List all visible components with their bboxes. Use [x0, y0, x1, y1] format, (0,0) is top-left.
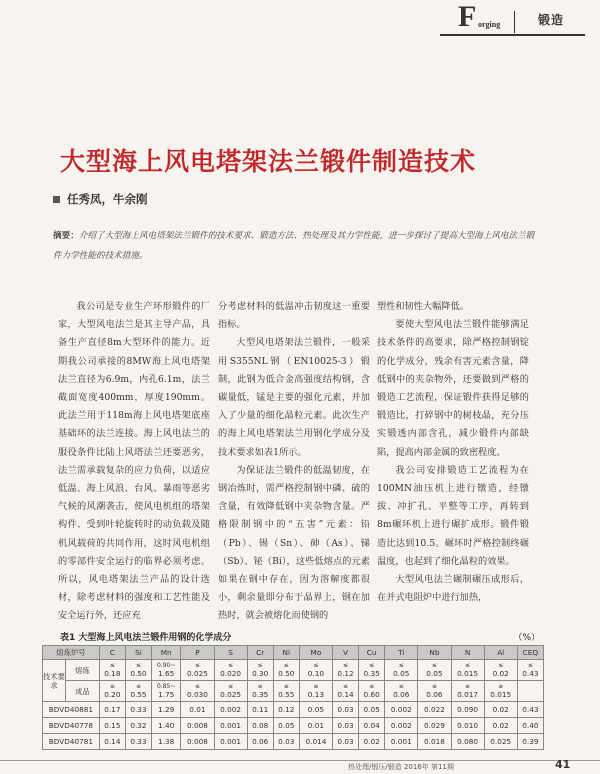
- limit-value: 1.65: [158, 669, 175, 678]
- table-cell: [273, 660, 299, 681]
- limit-symbol: ≤: [498, 662, 504, 669]
- limit-value: 0.55: [130, 690, 147, 699]
- table-cell: [247, 681, 273, 702]
- limit-value: 0.025: [220, 690, 242, 699]
- table-cell: 0.02: [484, 718, 517, 734]
- table-cell: 0.01: [181, 702, 214, 718]
- paragraph: 我公司安排锻造工艺流程为在100MN油压机上进行镦造，经镦拔、冲扩孔、平整等工序，再转到8m碾环机上进行碾扩成形。锻件锻造比达到10.5。碾环时严格控制终碾温度，也起到了细化晶粒的效果。: [377, 464, 529, 567]
- table-cell: [273, 681, 299, 702]
- heat-number-cell: BDVD40781: [43, 734, 100, 750]
- limit-symbol: 0.85~: [156, 683, 176, 690]
- table-cell: [125, 660, 151, 681]
- table-header-cell: Cr: [247, 646, 273, 660]
- paragraph: 分考虑材料的低温冲击韧度这一重要指标。: [218, 301, 370, 331]
- table-cell: 0.022: [418, 702, 451, 718]
- limit-value: 0.14: [337, 690, 354, 699]
- limit-symbol: ≤: [343, 662, 349, 669]
- table-header-cell: Cu: [359, 646, 385, 660]
- limit-symbol: ≤: [194, 662, 200, 669]
- limit-value: 0.015: [457, 669, 479, 678]
- tech-requirement-label: 技术要求: [43, 660, 66, 702]
- table-cell: 0.025: [484, 734, 517, 750]
- table-cell: [359, 681, 385, 702]
- table-cell: 0.03: [333, 718, 359, 734]
- limit-symbol: 0.90~: [156, 662, 176, 669]
- table-cell: 0.33: [125, 734, 151, 750]
- table-cell: 0.17: [99, 702, 125, 718]
- paragraph: 要使大型风电法兰锻件能够满足技术条件的高要求，除严格控制钢锭的化学成分，残余有害元素含量，降低钢中的夹杂物外，还要做到严格的锻造工艺流程，保证锻件获得足够的锻造比，打碎钢中的树枝晶，充分压实锻透内部含孔，减少锻件内部缺陷，提高内部金属的致密程度。: [377, 319, 529, 458]
- table-cell: 0.02: [484, 702, 517, 718]
- table-cell: [181, 660, 214, 681]
- paragraph: 大型风电塔架法兰锻件，一般采用S355NL钢（EN10025-3）锻制，此钢为低合金高强度结构钢，含碳量低，锰是主要的强化元素，并加入了少量的细化晶粒元素。此次生产的海上风电塔架法兰用钢化学成分及技术要求如表1所示。: [218, 337, 370, 458]
- limit-value: 0.13: [307, 690, 325, 699]
- limit-symbol: ≤: [369, 662, 375, 669]
- table-row: [43, 681, 544, 702]
- section-label: 锻造: [538, 13, 565, 27]
- footer-rule: [0, 760, 600, 761]
- table-cell: 0.002: [385, 718, 418, 734]
- table-cell: 0.010: [451, 718, 484, 734]
- limit-value: 0.20: [104, 690, 121, 699]
- limit-symbol: ≥: [498, 683, 504, 690]
- table-row: [43, 718, 544, 734]
- table-cell: 0.39: [517, 734, 543, 750]
- table-cell: [451, 681, 484, 702]
- table-cell: [418, 681, 451, 702]
- limit-value: 0.06: [393, 690, 410, 699]
- table-cell: 0.32: [125, 718, 151, 734]
- limit-value: 1.75: [158, 690, 175, 699]
- limit-symbol: ≤: [527, 662, 533, 669]
- limit-symbol: ≤: [257, 683, 263, 690]
- table-row: [43, 702, 544, 718]
- journal-logo: [458, 0, 540, 33]
- table-cell: [152, 660, 181, 681]
- logo-letter: F: [458, 0, 477, 33]
- abstract: [53, 226, 540, 266]
- article-title: 大型海上风电塔架法兰锻件制造技术: [60, 147, 477, 176]
- table-header-cell: C: [99, 646, 125, 660]
- table-header-cell: 熔炼炉号: [43, 646, 100, 660]
- limit-symbol: ≤: [109, 683, 115, 690]
- limit-symbol: ≤: [465, 683, 471, 690]
- table-header-cell: P: [181, 646, 214, 660]
- table-cell: 1.40: [152, 718, 181, 734]
- table-cell: 0.43: [517, 702, 543, 718]
- melt-label: 熔炼: [66, 660, 100, 681]
- table-cell: 0.06: [247, 734, 273, 750]
- limit-symbol: ≤: [228, 683, 234, 690]
- limit-symbol: ≤: [194, 683, 200, 690]
- product-label: 成品: [66, 681, 100, 702]
- body-column-1: [58, 298, 210, 626]
- table-header-cell: Si: [125, 646, 151, 660]
- table-cell: 1.29: [152, 702, 181, 718]
- limit-value: 0.35: [252, 690, 269, 699]
- limit-symbol: ≤: [465, 662, 471, 669]
- limit-value: 0.50: [278, 669, 295, 678]
- table-cell: [359, 660, 385, 681]
- limit-value: 0.05: [426, 669, 443, 678]
- table-cell: 0.001: [385, 734, 418, 750]
- footer-text: 热处理/锻压/锻造 2016年 第11期: [348, 763, 454, 771]
- table-cell: 0.001: [214, 734, 247, 750]
- limit-value: 0.025: [186, 669, 208, 678]
- table-cell: [385, 660, 418, 681]
- table-cell: 0.12: [273, 702, 299, 718]
- table-cell: 0.40: [517, 718, 543, 734]
- table-cell: 0.01: [299, 718, 332, 734]
- table-cell: [385, 681, 418, 702]
- table-cell: 0.080: [451, 734, 484, 750]
- authors: 任秀凤，牛余刚: [67, 192, 148, 206]
- limit-value: 0.020: [220, 669, 242, 678]
- table-cell: [451, 660, 484, 681]
- table-cell: 0.090: [451, 702, 484, 718]
- table-cell: [299, 660, 332, 681]
- abstract-label: 摘要：: [53, 231, 79, 241]
- limit-symbol: ≤: [135, 683, 141, 690]
- table-cell: 0.014: [299, 734, 332, 750]
- limit-value: 0.60: [363, 690, 380, 699]
- limit-value: 0.06: [426, 690, 443, 699]
- table-cell: 0.002: [214, 702, 247, 718]
- limit-value: 0.02: [492, 669, 509, 678]
- limit-symbol: ≤: [398, 683, 404, 690]
- table-cell: 0.018: [418, 734, 451, 750]
- table-cell: [299, 681, 332, 702]
- table-caption: [60, 630, 540, 643]
- page-number: 41: [555, 758, 571, 771]
- body-column-3: [377, 298, 529, 607]
- table-cell: 0.14: [99, 734, 125, 750]
- table-cell: [333, 660, 359, 681]
- limit-symbol: ≤: [228, 662, 234, 669]
- limit-value: 0.10: [307, 669, 325, 678]
- table-cell: 0.08: [247, 718, 273, 734]
- table-cell: [484, 660, 517, 681]
- table-cell: 0.002: [385, 702, 418, 718]
- table-cell: 1.38: [152, 734, 181, 750]
- logo-divider: [514, 11, 515, 33]
- table-cell: 0.04: [359, 718, 385, 734]
- table-cell: 0.02: [359, 734, 385, 750]
- table-cell: 0.029: [418, 718, 451, 734]
- limit-value: 0.50: [130, 669, 147, 678]
- table-unit: （%）: [513, 633, 540, 643]
- table-cell: [517, 681, 543, 702]
- abstract-text: 介绍了大型海上风电塔架法兰锻件的技术要求、锻造方法、热处理及其力学性能，进一步探讨了提高大型海上风电法兰锻件力学性能的技术措施。: [53, 231, 535, 261]
- limit-value: 0.015: [490, 690, 512, 699]
- limit-symbol: ≤: [283, 683, 289, 690]
- paragraph: 我公司是专业生产环形锻件的厂家，大型风电法兰是其主导产品，具备生产直径8m大型环件的能力。近期我公司承接的8MW海上风电塔架法兰直径为6.9m，内孔6.1m，法兰截面宽度400mm，厚度190mm。此法兰用于118m海上风电塔架底座基础环的法兰连接。海上风电法兰的服役条件比陆上风塔法兰还要恶劣，法兰需承载复杂的应力负荷，以适应低温、海上风浪、台风、暴雨等恶劣气候的风潮袭击，使风电机组的塔架构件、受到叶轮旋转时的动负载及随机风载荷的共同作用，这时风电机组的零部件安全运行的临界必须考虑。所以，风电塔架法兰产品的设计选材，除考虑材料的强度和工艺性能及安全运行外，还应充: [58, 301, 210, 622]
- limit-value: 0.43: [522, 669, 539, 678]
- table-header-row: [43, 646, 544, 660]
- paragraph: 塑性和韧性大幅降低。: [377, 301, 469, 312]
- heat-number-cell: BDVD40881: [43, 702, 100, 718]
- table-cell: [333, 681, 359, 702]
- limit-symbol: ≤: [431, 683, 437, 690]
- heat-number-cell: BDVD40778: [43, 718, 100, 734]
- table-cell: 0.33: [125, 702, 151, 718]
- table-header-cell: S: [214, 646, 247, 660]
- limit-symbol: ≤: [283, 662, 289, 669]
- limit-value: 0.18: [104, 669, 121, 678]
- table-cell: 0.008: [181, 718, 214, 734]
- table-cell: 0.03: [273, 734, 299, 750]
- limit-symbol: ≤: [109, 662, 115, 669]
- table-cell: [484, 681, 517, 702]
- table-header-cell: CEQ: [517, 646, 543, 660]
- table-header-cell: Mo: [299, 646, 332, 660]
- table-cell: [247, 660, 273, 681]
- header-rule: [440, 34, 585, 36]
- paragraph: 为保证法兰锻件的低温韧度，在钢冶炼时，需严格控制钢中磷、硫的含量，有效降低钢中夹杂物含量。严格限制钢中的“五害”元素：铅（Pb）、锡（Sn）、砷（As）、锑（Sb）、铋（Bi），这些低熔点的元素如果在钢中存在，因为溶解度都很小，剩余量即分布于晶界上，钢在加热时，就会被熔化而使钢的: [218, 464, 370, 622]
- table-cell: 0.008: [181, 734, 214, 750]
- table-header-cell: Al: [484, 646, 517, 660]
- table-row: [43, 660, 544, 681]
- table-cell: 0.15: [99, 718, 125, 734]
- body-column-2: [218, 298, 370, 626]
- table-cell: [214, 660, 247, 681]
- limit-value: 0.30: [252, 669, 269, 678]
- limit-symbol: ≤: [431, 662, 437, 669]
- table-cell: [99, 681, 125, 702]
- table-cell: [181, 681, 214, 702]
- author-bullet-icon: [53, 196, 60, 203]
- table-header-cell: Ni: [273, 646, 299, 660]
- table-cell: 0.05: [359, 702, 385, 718]
- table-cell: 0.05: [273, 718, 299, 734]
- table-header-cell: V: [333, 646, 359, 660]
- table-row: [43, 734, 544, 750]
- limit-value: 0.35: [363, 669, 380, 678]
- table-cell: [214, 681, 247, 702]
- limit-symbol: ≤: [257, 662, 263, 669]
- table-cell: 0.03: [333, 702, 359, 718]
- table-title: 表1 大型海上风电法兰锻件用钢的化学成分: [60, 633, 232, 643]
- table-header-cell: Mn: [152, 646, 181, 660]
- limit-value: 0.030: [186, 690, 208, 699]
- table-cell: [152, 681, 181, 702]
- limit-symbol: ≤: [343, 683, 349, 690]
- limit-value: 0.017: [457, 690, 479, 699]
- table-cell: 0.001: [214, 718, 247, 734]
- table-cell: [99, 660, 125, 681]
- table-cell: 0.11: [247, 702, 273, 718]
- limit-value: 0.55: [278, 690, 295, 699]
- table-cell: 0.05: [299, 702, 332, 718]
- table-cell: [418, 660, 451, 681]
- table-header-cell: Ti: [385, 646, 418, 660]
- limit-value: 0.05: [393, 669, 410, 678]
- limit-symbol: ≤: [313, 683, 319, 690]
- table-header-cell: N: [451, 646, 484, 660]
- limit-symbol: ≤: [135, 662, 141, 669]
- chemical-composition-table: [42, 645, 544, 750]
- limit-symbol: ≤: [369, 683, 375, 690]
- limit-value: 0.12: [337, 669, 354, 678]
- limit-symbol: ≤: [313, 662, 319, 669]
- table-cell: [517, 660, 543, 681]
- table-cell: 0.03: [333, 734, 359, 750]
- table-header-cell: Nb: [418, 646, 451, 660]
- table-cell: [125, 681, 151, 702]
- limit-symbol: ≤: [398, 662, 404, 669]
- paragraph: 大型风电法兰碾制碾压成形后，在并式电阻炉中进行加热，: [377, 574, 529, 604]
- logo-text: orging: [478, 20, 501, 29]
